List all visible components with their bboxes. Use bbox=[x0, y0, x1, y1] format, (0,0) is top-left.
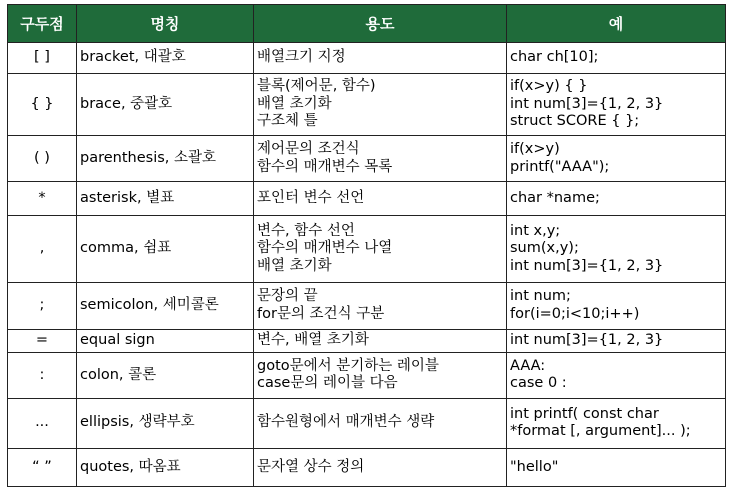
punctuation-table bbox=[7, 4, 726, 487]
cell-usage bbox=[254, 330, 507, 353]
cell-usage bbox=[254, 43, 507, 74]
cell-example bbox=[507, 330, 726, 353]
example-line: struct SCORE { }; bbox=[510, 113, 640, 130]
table-row bbox=[8, 43, 726, 74]
usage-line: 문자열 상수 정의 bbox=[257, 458, 365, 475]
cell-usage bbox=[254, 74, 507, 136]
example-line: *format [, argument]... ); bbox=[510, 423, 691, 440]
cell-usage bbox=[254, 216, 507, 282]
example-line: int x,y; bbox=[510, 222, 561, 239]
cell-symbol: “ ” bbox=[8, 448, 77, 486]
example-line: sum(x,y); bbox=[510, 240, 579, 257]
table-row bbox=[8, 398, 726, 448]
cell-name: comma, 쉼표 bbox=[77, 216, 254, 282]
example-line: "hello" bbox=[510, 458, 559, 475]
cell-symbol: [ ] bbox=[8, 43, 77, 74]
usage-line: 변수, 배열 초기화 bbox=[257, 332, 369, 349]
usage-line: 함수의 매개변수 나열 bbox=[257, 240, 393, 257]
cell-name: asterisk, 별표 bbox=[77, 181, 254, 215]
usage-line: 배열 초기화 bbox=[257, 257, 332, 274]
table-row bbox=[8, 448, 726, 486]
table-row bbox=[8, 136, 726, 182]
cell-usage bbox=[254, 398, 507, 448]
example-line: int num[3]={1, 2, 3} bbox=[510, 257, 664, 274]
cell-symbol: ( ) bbox=[8, 136, 77, 182]
example-line: for(i=0;i<10;i++) bbox=[510, 305, 640, 322]
example-line: int num[3]={1, 2, 3} bbox=[510, 95, 664, 112]
table-body bbox=[8, 43, 726, 487]
usage-line: 문장의 끝 bbox=[257, 288, 318, 305]
table-row bbox=[8, 74, 726, 136]
example-line: char ch[10]; bbox=[510, 49, 599, 66]
cell-name: equal sign bbox=[77, 330, 254, 353]
cell-usage bbox=[254, 448, 507, 486]
cell-symbol: { } bbox=[8, 74, 77, 136]
cell-example bbox=[507, 43, 726, 74]
cell-name: quotes, 따옴표 bbox=[77, 448, 254, 486]
usage-line: case문의 레이블 다음 bbox=[257, 375, 398, 392]
header-name: 명칭 bbox=[77, 5, 254, 43]
example-line: int printf( const char bbox=[510, 405, 659, 422]
example-line: if(x>y) bbox=[510, 141, 560, 158]
punctuation-table-container bbox=[7, 4, 725, 487]
usage-line: 변수, 함수 선언 bbox=[257, 222, 355, 239]
table-row bbox=[8, 181, 726, 215]
cell-name: semicolon, 세미콜론 bbox=[77, 282, 254, 330]
cell-symbol: = bbox=[8, 330, 77, 353]
cell-symbol: , bbox=[8, 216, 77, 282]
cell-symbol: ; bbox=[8, 282, 77, 330]
cell-symbol: ... bbox=[8, 398, 77, 448]
example-line: case 0 : bbox=[510, 375, 567, 392]
usage-line: 배열 초기화 bbox=[257, 95, 332, 112]
cell-name: brace, 중괄호 bbox=[77, 74, 254, 136]
cell-example bbox=[507, 216, 726, 282]
cell-symbol: * bbox=[8, 181, 77, 215]
cell-example bbox=[507, 282, 726, 330]
cell-example bbox=[507, 353, 726, 399]
header-symbol: 구두점 bbox=[8, 5, 77, 43]
example-line: AAA: bbox=[510, 357, 546, 374]
usage-line: 포인터 변수 선언 bbox=[257, 189, 365, 206]
example-line: int num[3]={1, 2, 3} bbox=[510, 332, 664, 349]
table-row bbox=[8, 353, 726, 399]
usage-line: 구조체 틀 bbox=[257, 113, 318, 130]
cell-example bbox=[507, 74, 726, 136]
table-row bbox=[8, 330, 726, 353]
cell-usage bbox=[254, 136, 507, 182]
cell-name: ellipsis, 생략부호 bbox=[77, 398, 254, 448]
cell-usage bbox=[254, 353, 507, 399]
cell-example bbox=[507, 398, 726, 448]
cell-symbol: : bbox=[8, 353, 77, 399]
usage-line: 배열크기 지정 bbox=[257, 49, 346, 66]
header-usage: 용도 bbox=[254, 5, 507, 43]
example-line: printf("AAA"); bbox=[510, 158, 610, 175]
header-row bbox=[8, 5, 726, 43]
cell-example bbox=[507, 448, 726, 486]
header-example: 예 bbox=[507, 5, 726, 43]
usage-line: 제어문의 조건식 bbox=[257, 141, 360, 158]
table-row bbox=[8, 282, 726, 330]
usage-line: 블록(제어문, 함수) bbox=[257, 78, 376, 95]
cell-example bbox=[507, 181, 726, 215]
usage-line: 함수의 매개변수 목록 bbox=[257, 158, 393, 175]
table-row bbox=[8, 216, 726, 282]
usage-line: for문의 조건식 구분 bbox=[257, 305, 385, 322]
cell-usage bbox=[254, 282, 507, 330]
cell-example bbox=[507, 136, 726, 182]
cell-usage bbox=[254, 181, 507, 215]
cell-name: bracket, 대괄호 bbox=[77, 43, 254, 74]
example-line: int num; bbox=[510, 288, 571, 305]
example-line: if(x>y) { } bbox=[510, 78, 588, 95]
example-line: char *name; bbox=[510, 189, 600, 206]
cell-name: parenthesis, 소괄호 bbox=[77, 136, 254, 182]
usage-line: goto문에서 분기하는 레이블 bbox=[257, 357, 439, 374]
usage-line: 함수원형에서 매개변수 생략 bbox=[257, 414, 435, 431]
cell-name: colon, 콜론 bbox=[77, 353, 254, 399]
